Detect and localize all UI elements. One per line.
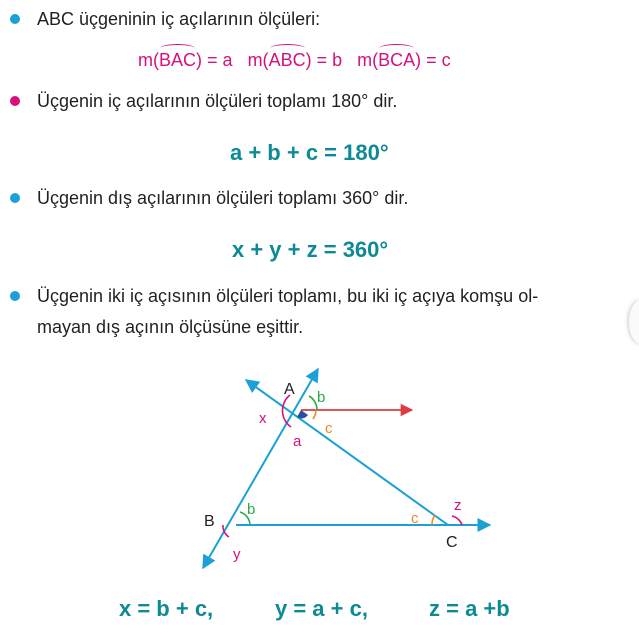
- hat-bca: BCA: [378, 50, 416, 70]
- angle-z-arc: [452, 516, 462, 525]
- angle-a-arc: [297, 410, 308, 418]
- result-y: y = a + c,: [275, 596, 368, 621]
- bullet-text-4-line2: mayan dış açının ölçüsüne eşittir.: [37, 317, 304, 337]
- bullet-text-1: ABC üçgeninin iç açılarının ölçüleri:: [37, 9, 321, 29]
- hat-bac: BAC: [159, 50, 197, 70]
- angle-b-top-arc: [309, 396, 317, 410]
- vertex-a-label: A: [284, 381, 295, 398]
- bullet-dot: [10, 291, 20, 301]
- bullet-text-3: Üçgenin dış açılarının ölçüleri toplamı 360° dir.: [37, 188, 409, 208]
- label-c-top: c: [325, 420, 333, 437]
- label-b-top: b: [317, 389, 326, 406]
- exterior-sum-formula: x + y + z = 360°: [232, 237, 389, 262]
- result-z: z = a +b: [429, 596, 510, 621]
- label-a: a: [293, 433, 302, 450]
- page-edge-shadow: [629, 300, 639, 344]
- vertex-b-label: B: [204, 513, 215, 530]
- bullet-dot: [10, 14, 20, 24]
- vertex-c-label: C: [446, 534, 458, 551]
- label-x: x: [259, 410, 267, 427]
- result-x: x = b + c,: [119, 596, 214, 621]
- bullet-dot: [10, 193, 20, 203]
- bullet-dot: [10, 96, 20, 106]
- label-b-bottom: b: [247, 501, 256, 518]
- interior-sum-formula: a + b + c = 180°: [230, 140, 389, 165]
- angle-c-top-arc: [313, 410, 316, 419]
- bullet-text-4-line1: Üçgenin iki iç açısının ölçüleri toplamı, bu iki iç açıya komşu ol-: [37, 286, 539, 306]
- bullet-text-2: Üçgenin iç açılarının ölçüleri toplamı 180° dir.: [37, 91, 398, 111]
- angle-c-bottom-arc: [432, 515, 435, 525]
- hat-abc: ABC: [268, 50, 306, 70]
- angle-measures-line: m(BAC) = a m(ABC) = b m(BCA) = c: [138, 50, 451, 70]
- label-z: z: [454, 497, 462, 514]
- triangle-figure: [0, 360, 639, 575]
- label-c-bottom: c: [411, 510, 419, 527]
- label-y: y: [233, 546, 241, 563]
- line-ab-extended: [203, 369, 318, 568]
- line-ca-extended: [246, 380, 448, 525]
